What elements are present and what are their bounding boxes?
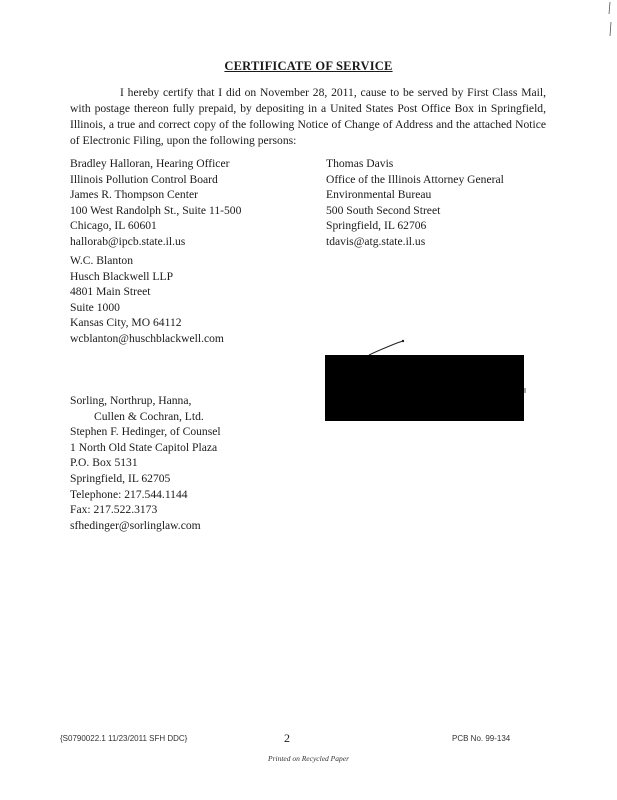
address-line: 4801 Main Street [70, 285, 151, 299]
scan-edge-mark [606, 0, 614, 40]
address-line: Springfield, IL 62706 [326, 219, 427, 233]
email-address: tdavis@atg.state.il.us [326, 234, 426, 248]
sender-sorling-firm [70, 393, 221, 533]
document-id: {S0790022.1 11/23/2011 SFH DDC} [60, 734, 188, 743]
printed-on-recycled-paper: Printed on Recycled Paper [267, 754, 349, 763]
email-address: sfhedinger@sorlinglaw.com [70, 518, 201, 532]
telephone-line: Telephone: 217.544.1144 [70, 487, 188, 501]
fax-line: Fax: 217.522.3173 [70, 503, 158, 517]
address-line: Thomas Davis [326, 157, 394, 170]
address-line: Illinois Pollution Control Board [70, 172, 218, 186]
address-line: Bradley Halloran, Hearing Officer [70, 157, 230, 170]
scan-artifact [524, 381, 528, 387]
recipient-attorney-general [326, 156, 504, 250]
address-line: Kansas City, MO 64112 [70, 316, 182, 330]
address-line: P.O. Box 5131 [70, 456, 138, 470]
address-line: Chicago, IL 60601 [70, 219, 157, 233]
address-line: Springfield, IL 62705 [70, 471, 171, 485]
certificate-title: CERTIFICATE OF SERVICE [224, 59, 393, 73]
address-line: Office of the Illinois Attorney General [326, 172, 504, 186]
address-line: 500 South Second Street [326, 203, 441, 217]
address-line: Sorling, Northrup, Hanna, [70, 394, 192, 407]
address-line: 1 North Old State Capitol Plaza [70, 440, 218, 454]
recipient-hearing-officer [70, 156, 241, 250]
redacted-signature-block [325, 355, 524, 421]
address-line: James R. Thompson Center [70, 188, 198, 202]
email-address: wcblanton@huschblackwell.com [70, 331, 224, 345]
address-line: Environmental Bureau [326, 188, 432, 202]
address-line: Cullen & Cochran, Ltd. [94, 409, 204, 423]
address-line: 100 West Randolph St., Suite 11-500 [70, 203, 242, 217]
recipient-husch-blackwell [70, 253, 224, 347]
certification-paragraph: I hereby certify that I did on November 28, 2011, cause to be served by First Class Mail, with postage thereon fully prepaid, by depositing in a United States Post Office Box in Springfield, Illinois, a true and correct copy of the following Notice of Change of Address and the attached Notice of Electronic Filing, upon the following persons: [70, 86, 546, 147]
address-line: Suite 1000 [70, 300, 120, 314]
address-line: W.C. Blanton [70, 254, 134, 267]
case-number: PCB No. 99-134 [452, 734, 511, 743]
page-number: 2 [284, 731, 290, 745]
email-address: hallorab@ipcb.state.il.us [70, 234, 186, 248]
address-line: Husch Blackwell LLP [70, 269, 174, 283]
address-line: Stephen F. Hedinger, of Counsel [70, 425, 221, 439]
